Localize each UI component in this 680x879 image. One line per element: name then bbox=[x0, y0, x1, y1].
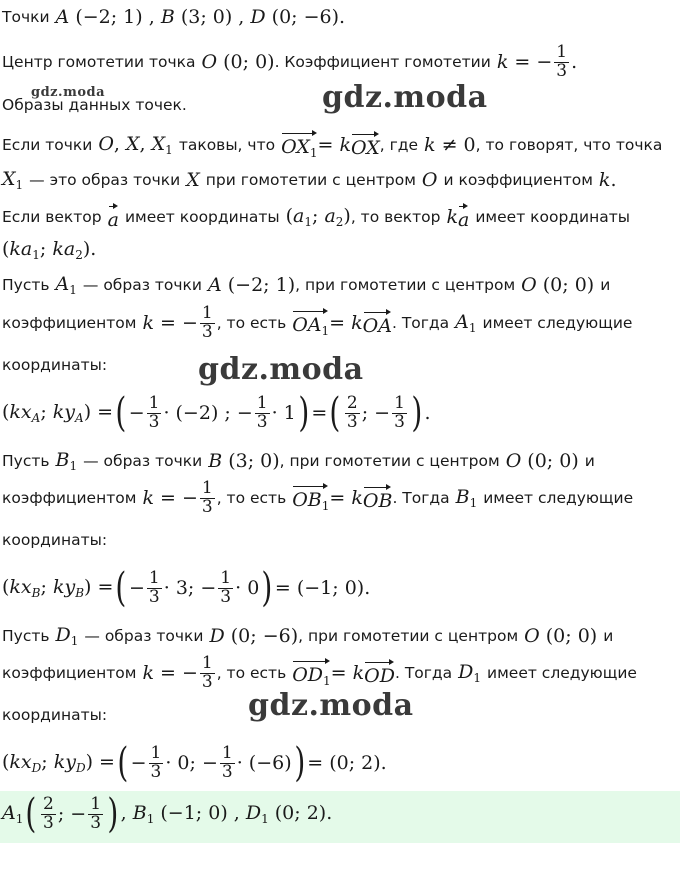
b-line-1: Пусть $B_1$ — образ точки B (3; 0) , при гомотетии с центром O (0; 0) и bbox=[2, 449, 595, 473]
watermark: gdz.moda bbox=[198, 352, 364, 387]
center-line: Центр гомотетии точка O (0; 0) . Коэффициент гомотетии k = − $\frac{1}{3}$ . bbox=[2, 42, 578, 81]
d-line-3: координаты: bbox=[2, 706, 108, 724]
images-line: Образы данных точек. bbox=[2, 96, 187, 114]
d-line-2: коэффициентом k = − $\frac{1}{3}$ , то есть $OD_1$ = k OD . Тогда $D_1$ имеет следующие bbox=[2, 653, 637, 692]
b-line-2: коэффициентом k = − $\frac{1}{3}$ , то есть $OB_1$ = k OB . Тогда $B_1$ имеет следующие bbox=[2, 478, 634, 517]
watermark: gdz.moda bbox=[322, 80, 488, 115]
definition-line: Если точки O, X, $X_1$ таковы, что $OX_1$ = k OX , где k ≠ 0 , то говорят, что точка bbox=[2, 130, 662, 160]
a-line-2: коэффициентом k = − $\frac{1}{3}$ , то есть $OA_1$ = k OA . Тогда $A_1$ имеет следующие bbox=[2, 303, 633, 342]
a-line-1: Пусть $A_1$ — образ точки A (−2; 1) , при гомотетии с центром O (0; 0) и bbox=[2, 273, 611, 297]
b-line-3: координаты: bbox=[2, 531, 108, 549]
a-formula: ($kx_A$; $ky_A$) = ( − $\frac{1}{3}$ · (−2) ; − $\frac{1}{3}$ · 1 ) = ( $\frac{2}{3}$ ; − $\frac{1}{3}$ ) . bbox=[2, 390, 431, 436]
points-line: Точки A (−2; 1) , B (3; 0) , D (0; −6). bbox=[2, 6, 346, 28]
d-formula: ($kx_D$; $ky_D$) = ( − $\frac{1}{3}$ · 0; − $\frac{1}{3}$ · (−6) ) = (0; 2). bbox=[2, 740, 387, 786]
answer: $A_1$ ( $\frac{2}{3}$ ; − $\frac{1}{3}$ ) , $B_1$ (−1; 0) , $D_1$ (0; 2). bbox=[2, 791, 333, 837]
watermark-small: gdz.moda bbox=[31, 85, 106, 100]
d-line-1: Пусть $D_1$ — образ точки D (0; −6) , при гомотетии с центром O (0; 0) и bbox=[2, 624, 614, 648]
vector-line: Если вектор a имеет координаты ($a_1$; $a_2$) , то вектор k a имеет координаты bbox=[2, 205, 631, 231]
a-line-3: координаты: bbox=[2, 356, 108, 374]
points-math: A (−2; 1) , B (3; 0) , D (0; −6). bbox=[55, 6, 346, 28]
b-formula: ($kx_B$; $ky_B$) = ( − $\frac{1}{3}$ · 3; − $\frac{1}{3}$ · 0 ) = (−1; 0). bbox=[2, 565, 371, 611]
watermark: gdz.moda bbox=[248, 688, 414, 723]
definition-line-2: $X_1$ — это образ точки X при гомотетии с центром O и коэффициентом k. bbox=[2, 168, 617, 192]
fraction: $\frac{1}{3}$ bbox=[556, 42, 568, 81]
vector-coords: ($ka_1$; $ka_2$). bbox=[2, 238, 97, 262]
